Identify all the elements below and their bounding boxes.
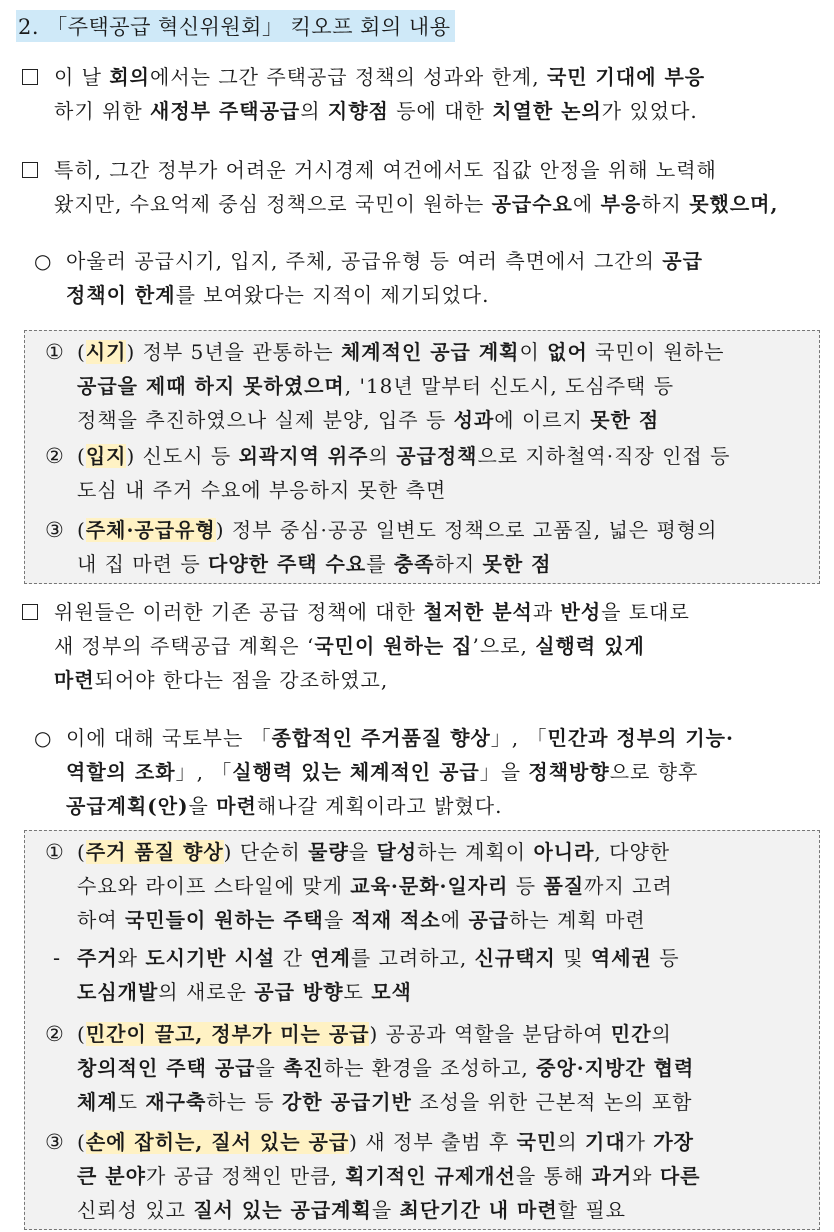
list-item — [45, 439, 815, 507]
paragraph-policy-review — [22, 153, 822, 221]
text-line: 창의적인 주택 공급을 촉진하는 환경을 조성하고, 중앙·지방간 협력 — [77, 1056, 695, 1080]
paragraph-meeting-summary — [22, 60, 822, 128]
text-line: 공급을 제때 하지 못하였으며, '18년 말부터 신도시, 도심주택 등 — [77, 374, 675, 398]
dash-bullet-icon: - — [53, 946, 62, 970]
text-line: 정책이 한계를 보여왔다는 지적이 제기되었다. — [66, 283, 490, 307]
limitations-box — [24, 330, 820, 584]
text-line: 정책을 추진하였으나 실제 분양, 입주 등 성과에 이르지 못한 점 — [77, 408, 660, 432]
text-line: 내 집 마련 등 다양한 주택 수요를 충족하지 못한 점 — [77, 552, 552, 576]
paragraph-supply-limits — [34, 244, 824, 312]
text-line: 역할의 조화」, 「실행력 있는 체계적인 공급」을 정책방향으로 향후 — [66, 760, 699, 784]
text-line: (민간이 끌고, 정부가 미는 공급) 공공과 역할을 분담하여 민간의 — [77, 1022, 672, 1046]
text-line: 하기 위한 새정부 주택공급의 지향점 등에 대한 치열한 논의가 있었다. — [54, 99, 698, 123]
text-line: 하여 국민들이 원하는 주택을 적재 적소에 공급하는 계획 마련 — [77, 908, 646, 932]
text-line: 아울러 공급시기, 입지, 주체, 공급유형 등 여러 측면에서 그간의 공급 — [66, 249, 703, 273]
circled-number: ① — [45, 340, 65, 364]
list-item — [45, 335, 815, 437]
list-item — [45, 1125, 815, 1227]
circle-bullet-icon: ○ — [34, 249, 53, 273]
text-line: (시기) 정부 5년을 관통하는 체계적인 공급 계획이 없어 국민이 원하는 — [77, 340, 725, 364]
square-bullet-icon — [22, 60, 38, 94]
text-line: 위원들은 이러한 기존 공급 정책에 대한 철저한 분석과 반성을 토대로 — [54, 600, 690, 624]
circled-number: ③ — [45, 518, 65, 542]
text-line: 큰 분야가 공급 정책인 만큼, 획기적인 규제개선을 통해 과거와 다른 — [77, 1164, 701, 1188]
circled-number: ① — [45, 840, 65, 864]
text-line: 왔지만, 수요억제 중심 정책으로 국민이 원하는 공급수요에 부응하지 못했으며, — [54, 192, 779, 216]
paragraph-committee-emphasis — [22, 595, 822, 697]
text-line: 마련되어야 한다는 점을 강조하였고, — [54, 668, 389, 692]
text-line: 도심 내 주거 수요에 부응하지 못한 측면 — [77, 478, 447, 502]
square-bullet-icon — [22, 595, 38, 629]
square-bullet-icon — [22, 153, 38, 187]
text-line: 주거와 도시기반 시설 간 연계를 고려하고, 신규택지 및 역세권 등 — [77, 946, 680, 970]
text-line: (입지) 신도시 등 외곽지역 위주의 공급정책으로 지하철역·직장 인접 등 — [77, 444, 731, 468]
text-line: 도심개발의 새로운 공급 방향도 모색 — [77, 980, 412, 1004]
paragraph-ministry-plan — [34, 721, 824, 823]
text-line: 새 정부의 주택공급 계획은 ‘국민이 원하는 집’으로, 실행력 있게 — [54, 634, 645, 658]
section-heading: 2. 「주택공급 혁신위원회」 킥오프 회의 내용 — [16, 10, 455, 42]
list-item — [45, 835, 815, 937]
text-line: 신뢰성 있고 질서 있는 공급계획을 최단기간 내 마련할 필요 — [77, 1198, 627, 1222]
text-line: 체계도 재구축하는 등 강한 공급기반 조성을 위한 근본적 논의 포함 — [77, 1090, 693, 1114]
text-line: (주체·공급유형) 정부 중심·공공 일변도 정책으로 고품질, 넓은 평형의 — [77, 518, 718, 542]
text-line: 이 날 회의에서는 그간 주택공급 정책의 성과와 한계, 국민 기대에 부응 — [54, 65, 706, 89]
circled-number: ③ — [45, 1130, 65, 1154]
text-line: 이에 대해 국토부는 「종합적인 주거품질 향상」, 「민간과 정부의 기능· — [66, 726, 734, 750]
text-line: 수요와 라이프 스타일에 맞게 교육·문화·일자리 등 품질까지 고려 — [77, 874, 673, 898]
list-item — [45, 513, 815, 581]
text-line: 공급계획(안)을 마련해나갈 계획이라고 밝혔다. — [66, 794, 503, 818]
text-line: 특히, 그간 정부가 어려운 거시경제 여건에서도 집값 안정을 위해 노력해 — [54, 158, 717, 182]
list-item — [45, 1017, 815, 1119]
policy-direction-box — [24, 830, 820, 1230]
text-line: (주거 품질 향상) 단순히 물량을 달성하는 계획이 아니라, 다양한 — [77, 840, 671, 864]
circle-bullet-icon: ○ — [34, 726, 53, 750]
text-line: (손에 잡히는, 질서 있는 공급) 새 정부 출범 후 국민의 기대가 가장 — [77, 1130, 694, 1154]
circled-number: ② — [45, 444, 65, 468]
list-item — [53, 941, 815, 1009]
circled-number: ② — [45, 1022, 65, 1046]
